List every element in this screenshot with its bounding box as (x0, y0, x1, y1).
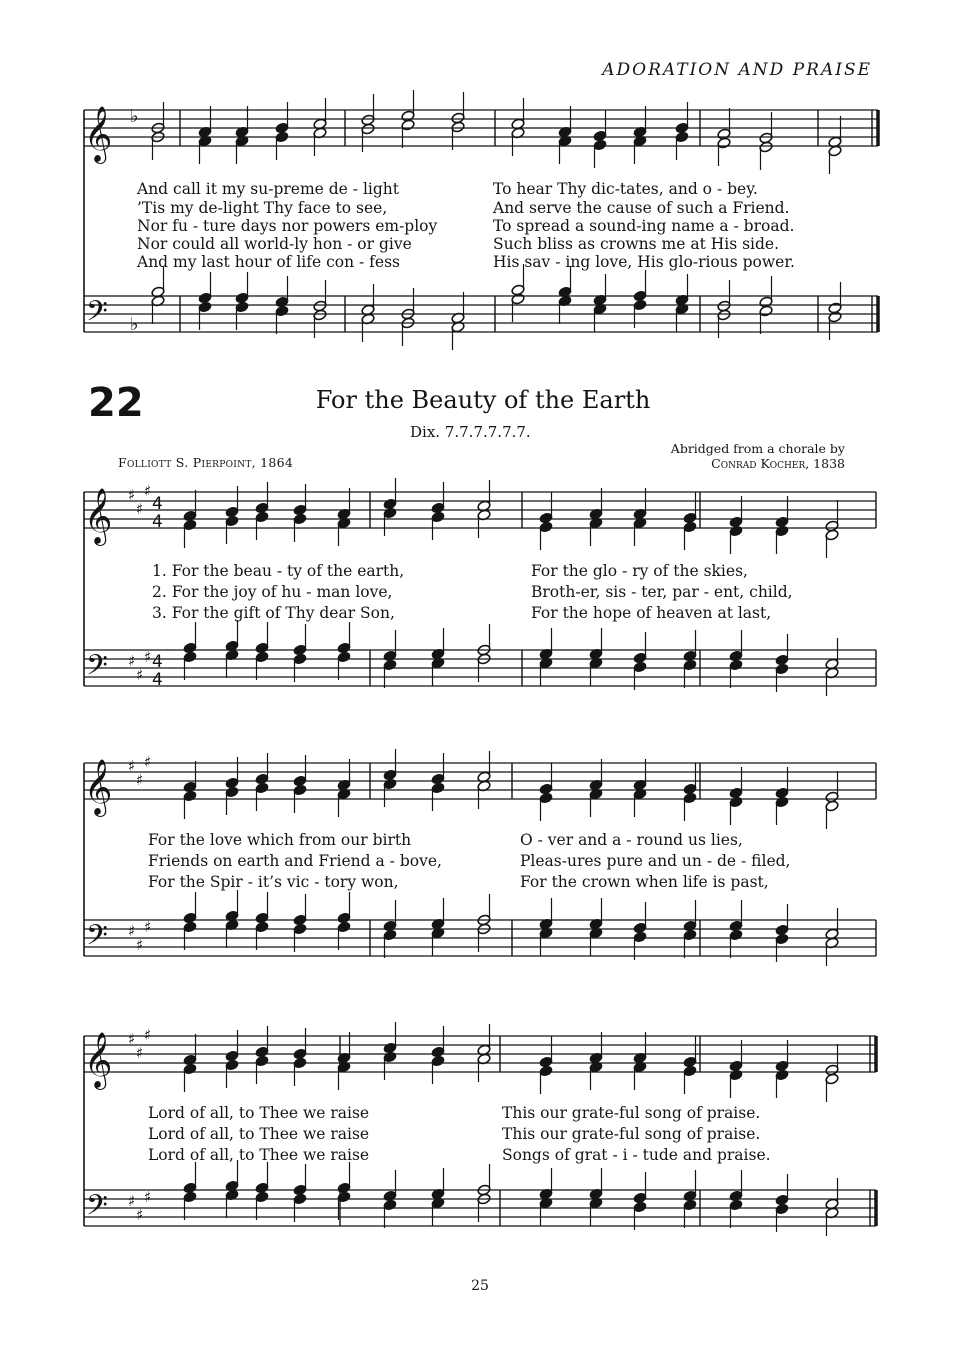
treble-clef-icon: 𝄞 (84, 106, 113, 162)
sharp-sign: ♯ (128, 757, 136, 775)
lyric-line: This our grate-ful song of praise. (502, 1125, 761, 1143)
bass-clef-icon: 𝄢 (86, 1189, 108, 1229)
section-header: ADORATION AND PRAISE (602, 60, 872, 80)
lyric-line: Pleas-ures pure and un - de - filed, (520, 852, 791, 870)
lyric-line: 3. For the gift of Thy dear Son, (152, 604, 395, 622)
lyric-line: Friends on earth and Friend a - bove, (148, 852, 442, 870)
sharp-sign: ♯ (136, 666, 144, 684)
lyric-line: Lord of all, to Thee we raise (148, 1125, 370, 1143)
hymn-title: For the Beauty of the Earth (315, 386, 651, 414)
sharp-sign: ♯ (144, 753, 152, 771)
bass-staff (84, 650, 876, 686)
arrangement-line-1: Abridged from a chorale by (670, 441, 845, 456)
flat-sign: ♭ (130, 106, 139, 127)
bass-staff (84, 1190, 876, 1226)
sharp-sign: ♯ (128, 486, 136, 504)
lyric-line: For the Spir - it’s vic - tory won, (148, 873, 399, 891)
time-signature: 4 (152, 670, 163, 690)
sharp-sign: ♯ (128, 922, 136, 940)
author-credit: Folliott S. Pierpoint, 1864 (118, 455, 294, 470)
lyric-line: Such bliss as crowns me at His side. (493, 235, 780, 253)
sharp-sign: ♯ (144, 1188, 152, 1206)
sharp-sign: ♯ (144, 648, 152, 666)
treble-clef-icon: 𝄞 (84, 488, 113, 544)
lyric-line: Songs of grat - i - tude and praise. (502, 1146, 771, 1164)
bass-clef-icon: 𝄢 (86, 295, 108, 335)
lyric-line: Lord of all, to Thee we raise (148, 1146, 370, 1164)
lyric-line: 2. For the joy of hu - man love, (152, 583, 393, 601)
sharp-sign: ♯ (128, 1030, 136, 1048)
arrangement-line-2: Conrad Kocher, 1838 (711, 456, 845, 471)
sharp-sign: ♯ (128, 652, 136, 670)
lyric-line: To hear Thy dic-tates, and o - bey. (493, 180, 758, 198)
lyric-line: Nor could all world-ly hon - or give (137, 235, 412, 253)
sharp-sign: ♯ (136, 1044, 144, 1062)
lyric-line: To spread a sound-ing name a - broad. (493, 217, 795, 235)
sharp-sign: ♯ (144, 482, 152, 500)
sharp-sign: ♯ (144, 918, 152, 936)
lyric-line: And my last hour of life con - fess (137, 253, 401, 271)
lyric-line: O - ver and a - round us lies, (520, 831, 743, 849)
sharp-sign: ♯ (136, 500, 144, 518)
sharp-sign: ♯ (136, 771, 144, 789)
treble-clef-icon: 𝄞 (84, 1032, 113, 1088)
bass-clef-icon: 𝄢 (86, 649, 108, 689)
lyric-line: Nor fu - ture days nor powers em-ploy (137, 217, 438, 235)
lyric-line: 1. For the beau - ty of the earth, (152, 562, 405, 580)
time-signature: 4 (152, 512, 163, 532)
flat-sign: ♭ (130, 314, 139, 335)
lyric-line: And call it my su-preme de - light (137, 180, 399, 198)
time-signature: 4 (152, 494, 163, 514)
lyric-line: His sav - ing love, His glo-rious power. (493, 253, 795, 271)
page-number: 25 (471, 1278, 489, 1294)
lyric-line: For the crown when life is past, (520, 873, 769, 891)
lyric-line: ’Tis my de-light Thy face to see, (137, 199, 388, 217)
lyric-line: For the hope of heaven at last, (531, 604, 772, 622)
sharp-sign: ♯ (128, 1192, 136, 1210)
tune-meter: Dix. 7.7.7.7.7.7. (410, 423, 531, 441)
lyric-line: Broth-er, sis - ter, par - ent, child, (531, 583, 793, 601)
bass-clef-icon: 𝄢 (86, 919, 108, 959)
hymn-number: 22 (88, 380, 144, 426)
treble-clef-icon: 𝄞 (84, 759, 113, 815)
sharp-sign: ♯ (136, 1206, 144, 1224)
lyric-line: For the love which from our birth (148, 831, 412, 849)
lyric-line: Lord of all, to Thee we raise (148, 1104, 370, 1122)
sharp-sign: ♯ (136, 936, 144, 954)
lyric-line: For the glo - ry of the skies, (531, 562, 748, 580)
lyric-line: This our grate-ful song of praise. (502, 1104, 761, 1122)
bass-staff (84, 920, 876, 956)
time-signature: 4 (152, 652, 163, 672)
lyric-line: And serve the cause of such a Friend. (493, 199, 790, 217)
sharp-sign: ♯ (144, 1026, 152, 1044)
